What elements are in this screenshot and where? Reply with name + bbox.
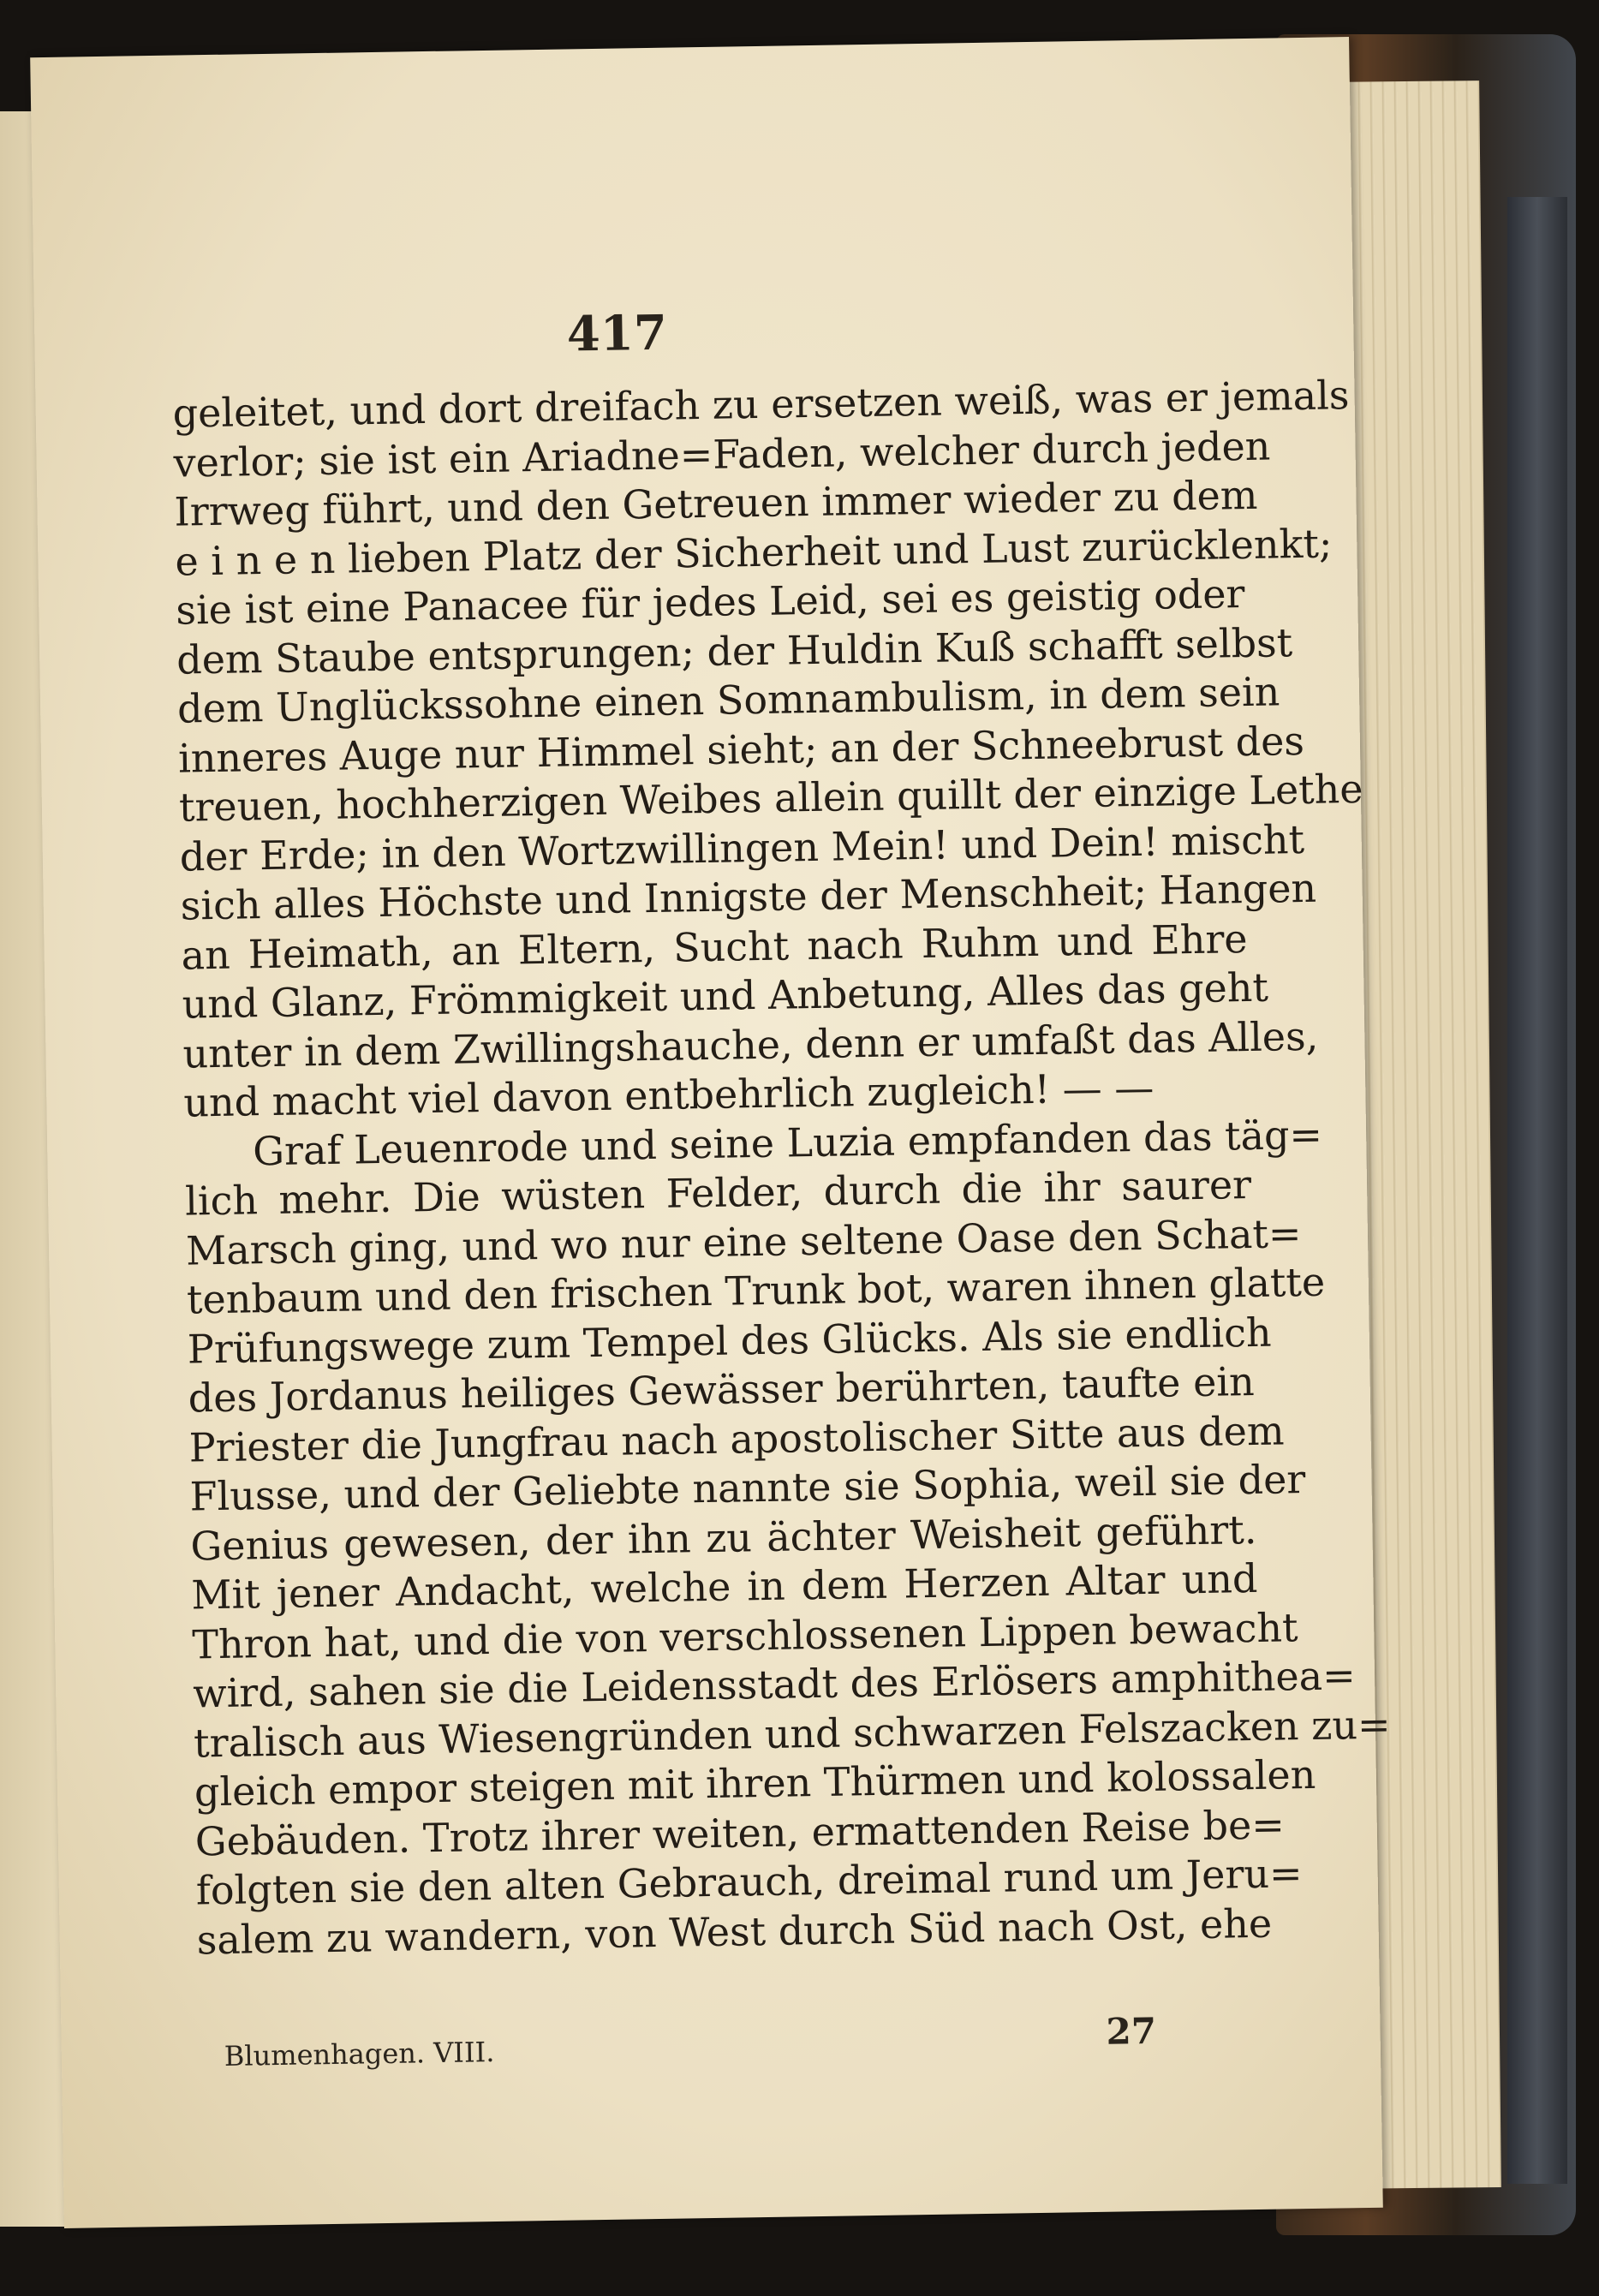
text-line: salem zu wandern, von West durch Süd nach Ost, ehe <box>196 1899 1273 1963</box>
text-line: Irrweg führt, und den Getreuen immer wieder zu dem <box>174 471 1258 535</box>
text-line: Genius gewesen, der ihn zu ächter Weisheit geführt. <box>190 1506 1257 1570</box>
text-line: sich alles Höchste und Innigste der Menschheit; Hangen <box>180 864 1317 929</box>
text-line: und macht viel davon entbehrlich zugleich! — — <box>182 1064 1155 1126</box>
text-line: folgten sie den alten Gebrauch, dreimal rund um Jeru= <box>195 1850 1303 1914</box>
text-line: sie ist eine Panacee für jedes Leid, sei es geistig oder <box>175 570 1245 634</box>
text-line: unter in dem Zwillingshauche, denn er umfaßt das Alles, <box>182 1012 1319 1077</box>
book-page <box>30 37 1391 2228</box>
text-line: Graf Leuenrode und seine Luzia empfanden das täg= <box>252 1111 1323 1174</box>
text-line: und Glanz, Frömmigkeit und Anbetung, Alles das geht <box>182 963 1269 1028</box>
text-line: Gebäuden. Trotz ihrer weiten, ermattenden Reise be= <box>194 1801 1286 1864</box>
body-text <box>172 372 1391 1965</box>
text-line: an Heimath, an Eltern, Sucht nach Ruhm und Ehre <box>181 915 1248 979</box>
text-line: Priester die Jungfrau nach apostolischer Sitte aus dem <box>188 1406 1285 1471</box>
text-line: inneres Auge nur Himmel sieht; an der Schneebrust des <box>177 717 1305 782</box>
text-line: verlor; sie ist ein Ariadne=Faden, welcher durch jeden <box>173 422 1271 486</box>
text-line: Thron hat, und die von verschlossenen Lippen bewacht <box>191 1603 1298 1668</box>
text-line: gleich empor steigen mit ihren Thürmen und kolossalen <box>194 1750 1316 1816</box>
text-line: dem Unglückssohne einen Somnambulism, in dem sein <box>176 668 1280 732</box>
text-line: Mit jener Andacht, welche in dem Herzen Altar und <box>190 1554 1258 1619</box>
text-line: tralisch aus Wiesengründen und schwarzen Felszacken zu= <box>193 1701 1391 1766</box>
text-line: Prüfungswege zum Tempel des Glücks. Als sie endlich <box>187 1309 1272 1373</box>
text-line: Marsch ging, und wo nur eine seltene Oase den Schat= <box>185 1209 1302 1274</box>
footer-author: Blumenhagen. VIII. <box>224 2036 495 2072</box>
text-line: tenbaum und den frischen Trunk bot, waren ihnen glatte <box>186 1258 1326 1323</box>
signature-mark: 27 <box>1106 2009 1157 2053</box>
cover-binding-strip <box>1507 197 1567 2184</box>
text-line: e i n e n lieben Platz der Sicherheit und Lust zurücklenkt; <box>175 519 1333 585</box>
text-line: lich mehr. Die wüsten Felder, durch die ihr saurer <box>184 1161 1252 1225</box>
text-line: Flusse, und der Geliebte nannte sie Sophia, weil sie der <box>189 1456 1306 1520</box>
text-line: treuen, hochherzigen Weibes allein quillt der einzige Lethe <box>178 765 1363 831</box>
text-line: wird, sahen sie die Leidensstadt des Erlösers amphithea= <box>192 1652 1357 1717</box>
text-line: geleitet, und dort dreifach zu ersetzen weiß, was er jemals <box>172 372 1350 437</box>
page-number: 417 <box>566 304 668 363</box>
page-footer <box>198 2008 1265 2077</box>
text-line: dem Staube entsprungen; der Huldin Kuß schafft selbst <box>176 618 1293 683</box>
text-line: der Erde; in den Wortzwillingen Mein! und Dein! mischt <box>179 815 1305 880</box>
text-line: des Jordanus heiliges Gewässer berührten, taufte ein <box>188 1357 1256 1422</box>
